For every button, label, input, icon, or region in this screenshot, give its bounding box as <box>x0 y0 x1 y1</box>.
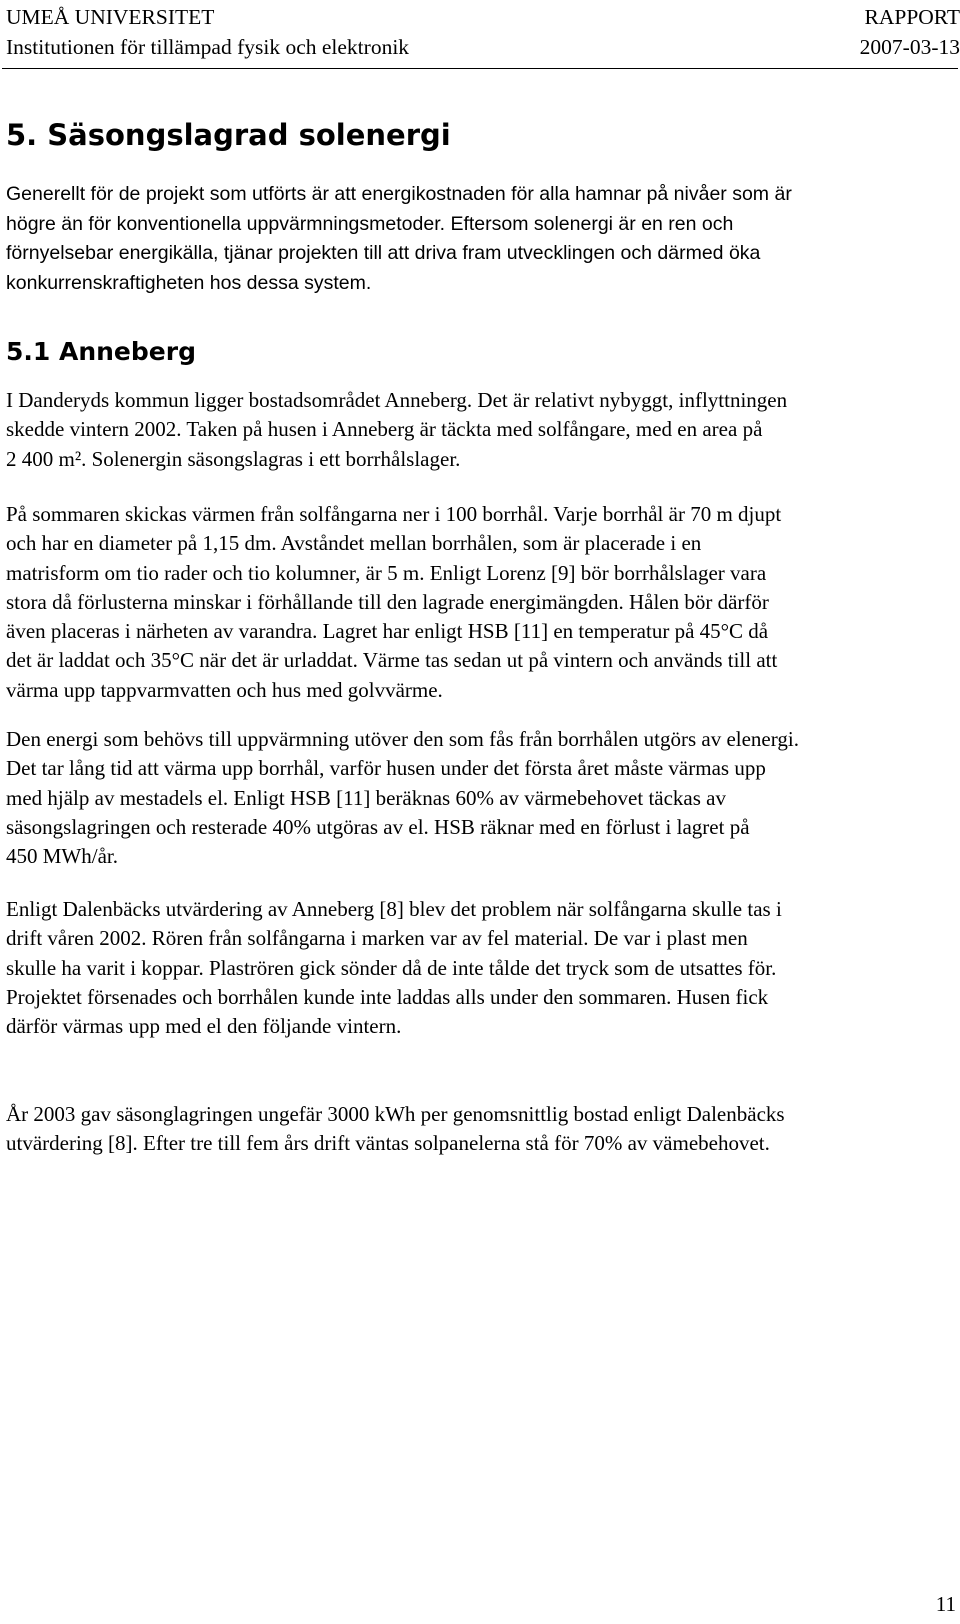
paragraph-borehole-storage <box>6 500 960 705</box>
paragraph-line: På sommaren skickas värmen från solfångarna ner i 100 borrhål. Varje borrhål är 70 m djupt <box>6 502 782 526</box>
paragraph-line: det är laddat och 35°C när det är urladdat. Värme tas sedan ut på vintern och används till att <box>6 648 778 673</box>
paragraph-line: därför värmas upp med el den följande vintern. <box>6 1014 402 1039</box>
paragraph-line: 2 400 m². Solenergin säsongslagras i ett borrhålslager. <box>6 446 461 471</box>
paragraph-line: Det tar lång tid att värma upp borrhål, varför husen under det första året måste värmas upp <box>6 756 766 781</box>
paragraph-line: drift våren 2002. Rören från solfångarna i marken var av fel material. De var i plast men <box>6 926 748 951</box>
header-bottom-row <box>6 32 960 62</box>
paragraph-location <box>6 386 960 474</box>
subsection-title: 5.1 Anneberg <box>6 337 196 366</box>
section-title: 5. Säsongslagrad solenergi <box>6 118 451 152</box>
document-type: RAPPORT <box>864 5 960 29</box>
paragraph-line: Den energi som behövs till uppvärmning utöver den som fås från borrhålen utgörs av elenergi. <box>6 727 799 751</box>
paragraph-line: säsongslagringen och resterade 40% utgöras av el. HSB räknar med en förlust i lagret på <box>6 814 750 839</box>
paragraph-evaluation-problems <box>6 895 960 1041</box>
paragraph-line: skulle ha varit i koppar. Plaströren gick sönder då de inte tålde det tryck som de utsattes för. <box>6 955 777 980</box>
paragraph-line: stora då förlusterna minskar i förhållande till den lagrade energimängden. Hålen bör därför <box>6 589 769 614</box>
paragraph-line: högre än för konventionella uppvärmningsmetoder. Eftersom solenergi är en ren och <box>6 212 734 235</box>
paragraph-line: Generellt för de projekt som utförts är att energikostnaden för alla hamnar på nivåer som är <box>6 183 792 205</box>
paragraph-line: värma upp tappvarmvatten och hus med golvvärme. <box>6 677 443 702</box>
paragraph-line: förnyelsebar energikälla, tjänar projekten till att driva fram utvecklingen och därmed öka <box>6 242 761 264</box>
paragraph-line: utvärdering [8]. Efter tre till fem års drift väntas solpanelerna stå för 70% av vämebehovet. <box>6 1131 770 1156</box>
section-intro-paragraph <box>6 180 956 298</box>
department-name: Institutionen för tillämpad fysik och elektronik <box>6 35 410 59</box>
paragraph-line: 450 MWh/år. <box>6 844 118 869</box>
paragraph-electric-energy <box>6 725 960 871</box>
paragraph-line: skedde vintern 2002. Taken på husen i Anneberg är täckta med solfångare, med en area på <box>6 417 763 442</box>
paragraph-line: och har en diameter på 1,15 dm. Avståndet mellan borrhålen, som är placerade i en <box>6 531 702 556</box>
paragraph-line: med hjälp av mestadels el. Enligt HSB [11] beräknas 60% av värmebehovet täckas av <box>6 785 726 810</box>
paragraph-line: matrisform om tio rader och tio kolumner, är 5 m. Enligt Lorenz [9] bör borrhålslager vara <box>6 560 767 585</box>
paragraph-line: konkurrenskraftigheten hos dessa system. <box>6 271 372 294</box>
university-name: UMEÅ UNIVERSITET <box>6 5 215 29</box>
paragraph-line: Enligt Dalenbäcks utvärdering av Anneberg [8] blev det problem när solfångarna skulle tas i <box>6 897 782 921</box>
paragraph-line: även placeras i närheten av varandra. Lagret har enligt HSB [11] en temperatur på 45°C då <box>6 619 769 644</box>
header-top-row <box>6 2 960 32</box>
paragraph-line: I Danderyds kommun ligger bostadsområdet Anneberg. Det är relativt nybyggt, inflyttningen <box>6 388 788 412</box>
paragraph-line: År 2003 gav säsonglagringen ungefär 3000 kWh per genomsnittlig bostad enligt Dalenbäcks <box>6 1102 785 1126</box>
header-divider <box>2 68 958 69</box>
page-number: 11 <box>935 1592 956 1616</box>
document-date: 2007-03-13 <box>859 35 960 59</box>
paragraph-results-2003 <box>6 1100 960 1159</box>
page-header <box>6 2 960 62</box>
paragraph-line: Projektet försenades och borrhålen kunde inte laddas alls under den sommaren. Husen fick <box>6 984 769 1009</box>
